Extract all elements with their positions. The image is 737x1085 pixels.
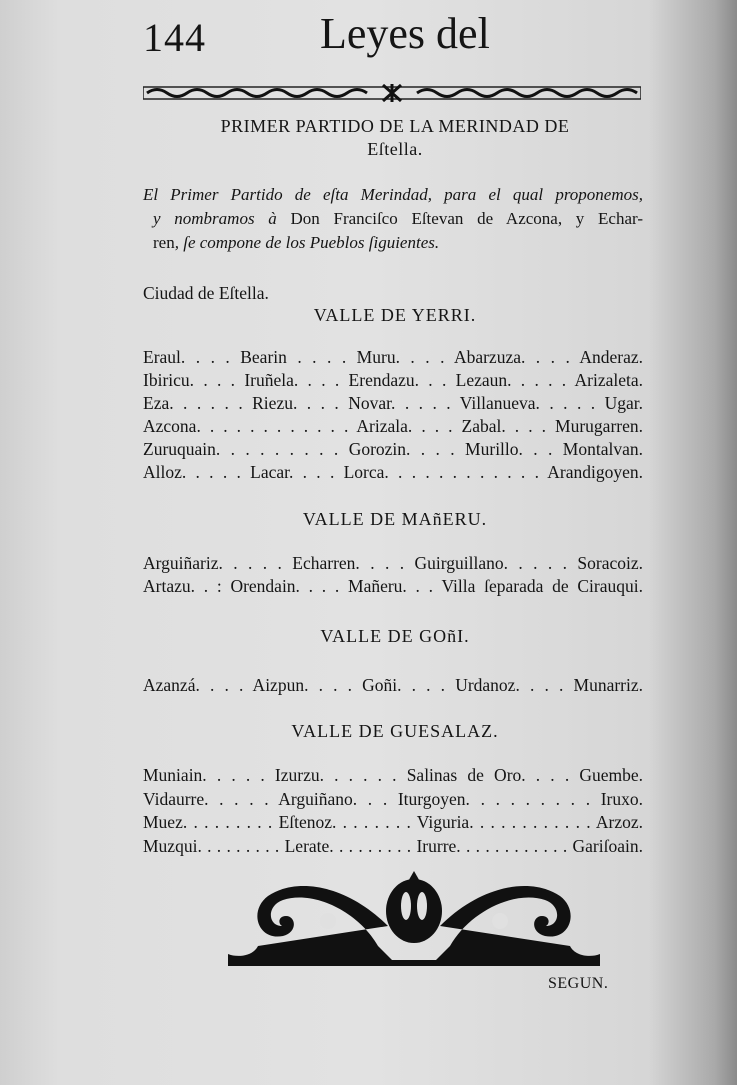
town-row: Muniain. . . . . Izurzu. . . . . . Salinas de Oro. . . . Guembe. [143, 765, 643, 785]
intro-line: y nombramos à [153, 209, 291, 228]
catchword: SEGUN. [548, 975, 609, 992]
intro-line: , ſe compone de los Pueblos ſiguientes. [174, 233, 440, 252]
town-row: Ibiricu. . . . Iruñela. . . . Erendazu. . . Lezaun. . . . . Arizaleta. [143, 370, 643, 390]
town-row: Eraul. . . . Bearin . . . . Muru. . . . Abarzuza. . . . Anderaz. [143, 347, 643, 367]
town-row: Arguiñariz. . . . . Echarren. . . . Guirguillano. . . . . Soracoiz. [143, 553, 643, 573]
ornamental-rule [143, 84, 641, 102]
section-title: PRIMER PARTIDO DE LA MERINDAD DE [220, 116, 570, 136]
tailpiece-ornament [228, 866, 600, 966]
town-row: Azcona. . . . . . . . . . . . Arizala. . . . Zabal. . . . Murugarren. [143, 416, 643, 436]
town-row: Azanzá. . . . Aizpun. . . . Goñi. . . . Urdanoz. . . . Munarriz. [143, 675, 643, 695]
intro-paragraph [143, 183, 643, 255]
section-title-continued: Eſtella. [367, 139, 423, 159]
valley-heading: VALLE DE YERRI. [313, 305, 477, 325]
valley-heading: VALLE DE GUESALAZ. [291, 721, 499, 741]
city-entry: Ciudad de Eſtella. [143, 283, 269, 303]
town-row: Muez. . . . . . . . . Eſtenoz. . . . . . . . Viguria. . . . . . . . . . . . Arzoz. [143, 812, 643, 832]
town-row: Eza. . . . . . Riezu. . . . Novar. . . . . Villanueva. . . . . Ugar. [143, 393, 643, 413]
running-head: Leyes del [320, 9, 490, 58]
town-row: Vidaurre. . . . . Arguiñano. . . Iturgoyen. . . . . . . . . Iruxo. [143, 789, 643, 809]
valley-heading: VALLE DE GOñI. [320, 626, 470, 646]
town-row: Muzqui. . . . . . . . . Lerate. . . . . . . . . Irurre. . . . . . . . . . . . Gariſoain. [143, 836, 643, 856]
town-row: Zuruquain. . . . . . . . . Gorozin. . . . Murillo. . . Montalvan. [143, 439, 643, 459]
intro-name-end: ren [153, 233, 175, 252]
valley-heading: VALLE DE MAñERU. [302, 509, 488, 529]
intro-line: El Primer Partido de eſta Merindad, para el qual proponemos, [143, 185, 643, 204]
town-row: Alloz. . . . . Lacar. . . . Lorca. . . . . . . . . . . . Arandigoyen. [143, 462, 643, 482]
town-row: Artazu. . : Orendain. . . . Mañeru. . . Villa ſeparada de Cirauqui. [143, 576, 643, 596]
intro-name: Don Franciſco Eſtevan de Azcona, y Echar- [290, 209, 643, 228]
page-number: 144 [143, 15, 206, 60]
